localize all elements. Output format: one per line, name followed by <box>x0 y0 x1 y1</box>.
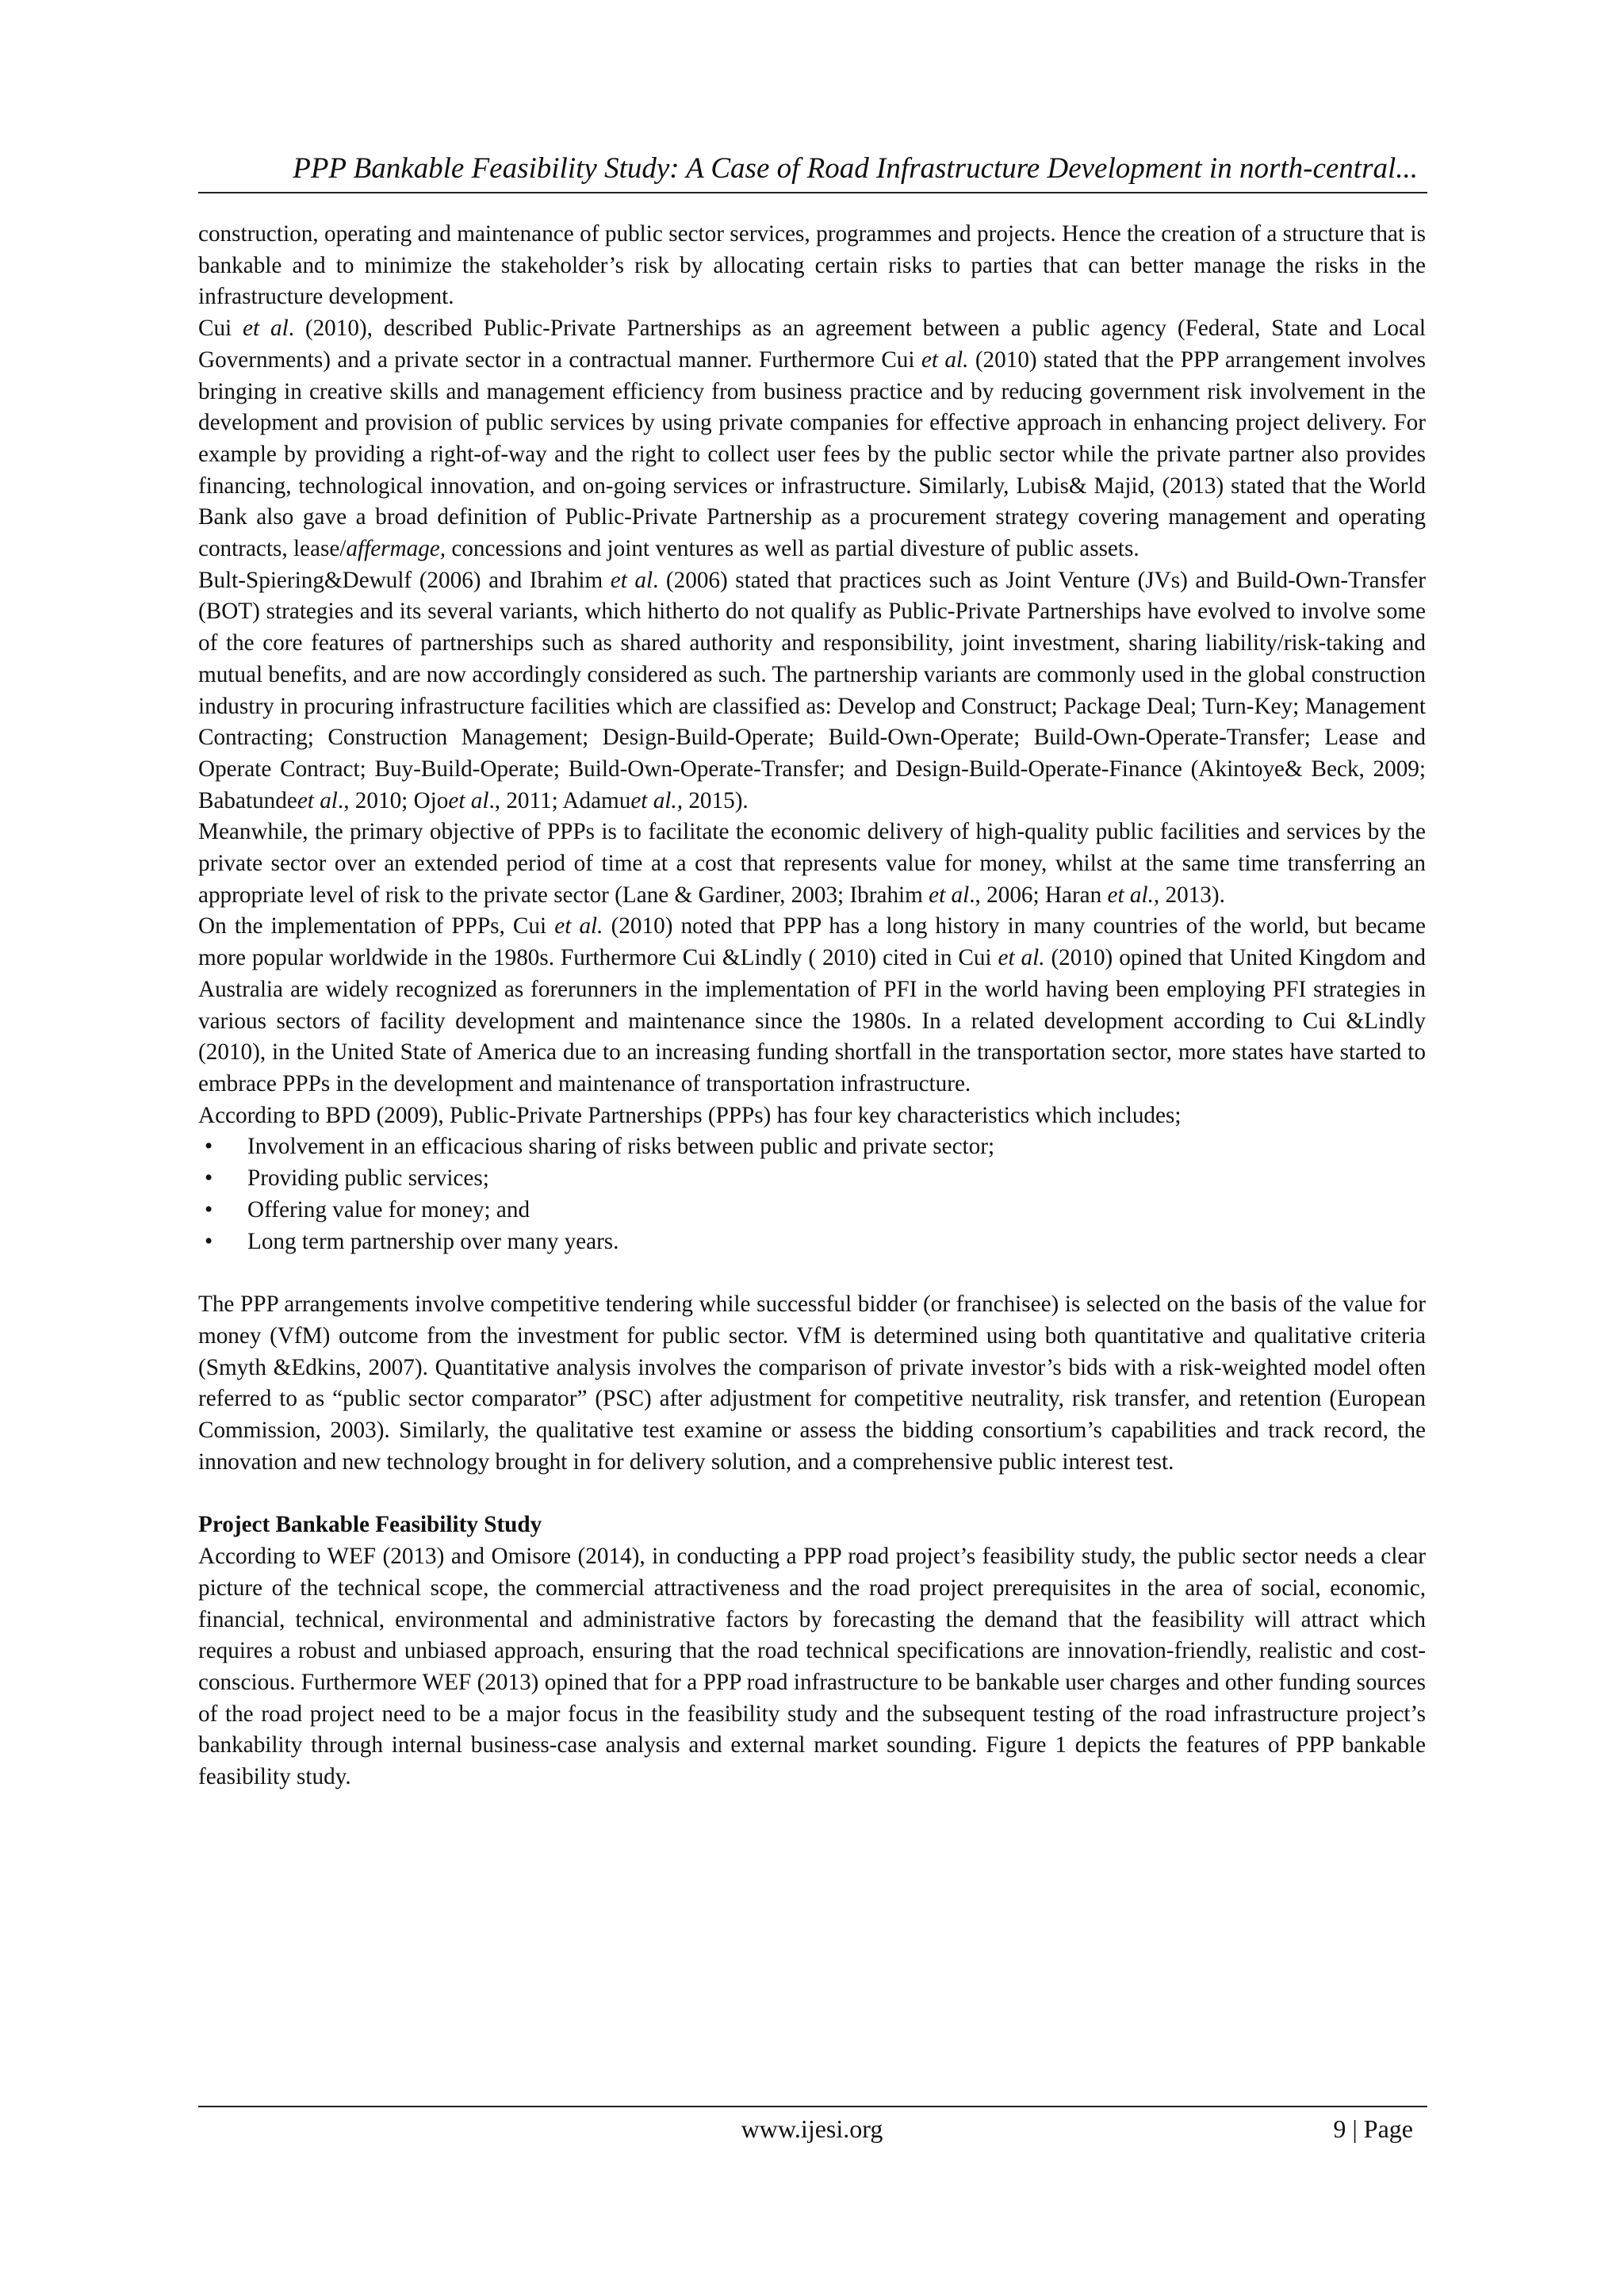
running-header: PPP Bankable Feasibility Study: A Case of Road Infrastructure Development in north-central... <box>293 152 1418 185</box>
bullet-icon: • <box>205 1134 213 1160</box>
section-heading: Project Bankable Feasibility Study <box>198 1512 542 1538</box>
paragraph-4: Meanwhile, the primary objective of PPPs is to facilitate the economic delivery of high-quality public facilities and services by the private sector over an extended period of time at a cost that represents value for money, whilst at the same time transferring an appropriate level of risk to the private sector (Lane & Gardiner, 2003; Ibrahim et al., 2006; Haran et al., 2013). <box>198 819 1426 908</box>
paragraph-6: According to BPD (2009), Public-Private Partnerships (PPPs) has four key characteristics which includes; <box>198 1102 1182 1128</box>
article-body <box>198 219 1426 1793</box>
paragraph-8: According to WEF (2013) and Omisore (2014), in conducting a PPP road project’s feasibility study, the public sector needs a clear picture of the technical scope, the commercial attractiveness and the road project prerequisites in the area of social, economic, financial, technical, environmental and administrative factors by forecasting the demand that the feasibility will attract which requires a robust and unbiased approach, ensuring that the road technical specifications are innovation-friendly, realistic and cost-conscious. Furthermore WEF (2013) opined that for a PPP road infrastructure to be bankable user charges and other funding sources of the road project need to be a major focus in the feasibility study and the subsequent testing of the road infrastructure project’s bankability through internal business-case analysis and external market sounding. Figure 1 depicts the features of PPP bankable feasibility study. <box>198 1544 1426 1790</box>
bullet-icon: • <box>205 1196 213 1223</box>
header-rule <box>198 192 1427 193</box>
page-number: 9 | Page <box>1333 2114 1413 2143</box>
spacer <box>198 1257 1426 1289</box>
journal-url[interactable]: www.ijesi.org <box>741 2114 883 2143</box>
footer-rule <box>198 2106 1427 2107</box>
characteristics-list <box>198 1131 1426 1257</box>
list-item: • Providing public services; <box>198 1163 1426 1195</box>
paragraph-1: construction, operating and maintenance of public sector services, programmes and projects. Hence the creation of a structure that is bankable and to minimize the stakeholder’s risk by allocating certain risks to parties that can better manage the risks in the infrastructure development. <box>198 221 1426 310</box>
paragraph-3: Bult-Spiering&Dewulf (2006) and Ibrahim et al. (2006) stated that practices such as Joint Venture (JVs) and Build-Own-Transfer (BOT) strategies and its several variants, which hitherto do not qualify as Public-Private Partnerships have evolved to involve some of the core features of partnerships such as shared authority and responsibility, joint investment, sharing liability/risk-taking and mutual benefits, and are now accordingly considered as such. The partnership variants are commonly used in the global construction industry in procuring infrastructure facilities which are classified as: Develop and Construct; Package Deal; Turn-Key; Management Contracting; Construction Management; Design-Build-Operate; Build-Own-Operate; Build-Own-Operate-Transfer; Lease and Operate Contract; Buy-Build-Operate; Build-Own-Operate-Transfer; and Design-Build-Operate-Finance (Akintoye& Beck, 2009; Babatundeet al., 2010; Ojoet al., 2011; Adamuet al., 2015). <box>198 567 1426 813</box>
paragraph-5: On the implementation of PPPs, Cui et al. (2010) noted that PPP has a long history in many countries of the world, but became more popular worldwide in the 1980s. Furthermore Cui &Lindly ( 2010) cited in Cui et al. (2010) opined that United Kingdom and Australia are widely recognized as forerunners in the implementation of PFI in the world having been employing PFI strategies in various sectors of facility development and maintenance since the 1980s. In a related development according to Cui &Lindly (2010), in the United State of America due to an increasing funding shortfall in the transportation sector, more states have started to embrace PPPs in the development and maintenance of transportation infrastructure. <box>198 913 1426 1096</box>
bullet-icon: • <box>205 1165 213 1192</box>
paragraph-7: The PPP arrangements involve competitive tendering while successful bidder (or franchisee) is selected on the basis of the value for money (VfM) outcome from the investment for public sector. VfM is determined using both quantitative and qualitative criteria (Smyth &Edkins, 2007). Quantitative analysis involves the comparison of private investor’s bids with a risk-weighted model often referred to as “public sector comparator” (PSC) after adjustment for competitive neutrality, risk transfer, and retention (European Commission, 2003). Similarly, the qualitative test examine or assess the bidding consortium’s capabilities and track record, the innovation and new technology brought in for delivery solution, and a comprehensive public interest test. <box>198 1292 1426 1475</box>
list-item: • Involvement in an efficacious sharing of risks between public and private sector; <box>198 1131 1426 1163</box>
spacer <box>198 1478 1426 1510</box>
paragraph-2: Cui et al. (2010), described Public-Private Partnerships as an agreement between a public agency (Federal, State and Local Governments) and a private sector in a contractual manner. Furthermore Cui et al. (2010) stated that the PPP arrangement involves bringing in creative skills and management efficiency from business practice and by reducing government risk involvement in the development and provision of public services by using private companies for effective approach in enhancing project delivery. For example by providing a right-of-way and the right to collect user fees by the public sector while the private partner also provides financing, technological innovation, and on-going services or infrastructure. Similarly, Lubis& Majid, (2013) stated that the World Bank also gave a broad definition of Public-Private Partnership as a procurement strategy covering management and operating contracts, lease/affermage, concessions and joint ventures as well as partial divesture of public assets. <box>198 316 1426 562</box>
bullet-icon: • <box>205 1228 213 1254</box>
list-item: • Offering value for money; and <box>198 1195 1426 1226</box>
list-item: • Long term partnership over many years. <box>198 1226 1426 1258</box>
